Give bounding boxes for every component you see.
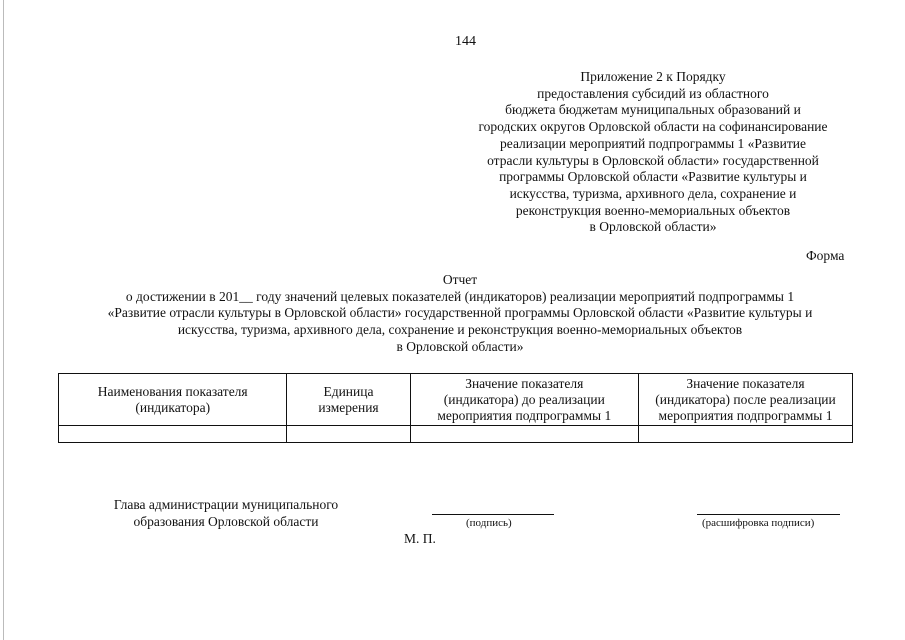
signature-decode-caption: (расшифровка подписи) xyxy=(702,517,815,529)
appendix-line: программы Орловской области «Развитие культуры и xyxy=(499,169,807,185)
header-line: Значение показателя xyxy=(686,375,805,391)
header-line: Наименования показателя xyxy=(97,383,248,399)
appendix-header xyxy=(458,69,848,236)
header-value-before xyxy=(410,374,638,426)
indicators-table xyxy=(58,373,853,443)
report-title-line: искусства, туризма, архивного дела, сохранение и реконструкция военно-мемориальных объектов xyxy=(177,322,743,338)
appendix-line: городских округов Орловской области на софинансирование xyxy=(478,119,828,135)
header-line: (индикатора) до реализации xyxy=(443,391,605,407)
signatory-line: Глава администрации муниципального xyxy=(113,497,339,512)
table-cell[interactable] xyxy=(639,426,853,443)
signature-line[interactable] xyxy=(432,514,554,515)
signatory-line: образования Орловской области xyxy=(133,514,319,529)
table-cell[interactable] xyxy=(410,426,638,443)
appendix-line: отрасли культуры в Орловской области» государственной xyxy=(487,152,819,168)
report-title-line: Отчет xyxy=(442,272,478,287)
table-row xyxy=(59,426,853,443)
header-line: (индикатора) xyxy=(135,399,211,415)
header-value-after xyxy=(639,374,853,426)
appendix-line: Приложение 2 к Порядку xyxy=(580,69,726,84)
appendix-line: реконструкция военно-мемориальных объектов xyxy=(515,202,791,218)
header-line: (индикатора) после реализации xyxy=(655,391,836,407)
report-title-line: в Орловской области» xyxy=(396,338,524,354)
header-line: мероприятия подпрограммы 1 xyxy=(658,407,833,423)
appendix-line: бюджета бюджетам муниципальных образований и xyxy=(505,102,801,118)
table-header-row xyxy=(59,374,853,426)
page-number: 144 xyxy=(455,34,476,49)
table-cell[interactable] xyxy=(287,426,410,443)
report-title-line: «Развитие отрасли культуры в Орловской области» государственной программы Орловской области «Развитие культуры и xyxy=(107,305,813,321)
form-label: Форма xyxy=(806,248,845,263)
signatory-position xyxy=(95,496,357,530)
report-title xyxy=(60,272,860,356)
header-line: Единица xyxy=(323,383,374,399)
page-edge-line xyxy=(3,0,4,640)
header-indicator-name xyxy=(59,374,287,426)
header-line: Значение показателя xyxy=(465,375,584,391)
header-line: мероприятия подпрограммы 1 xyxy=(437,407,612,423)
header-line: измерения xyxy=(318,399,379,415)
appendix-line: предоставления субсидий из областного xyxy=(537,85,769,101)
appendix-line: в Орловской области» xyxy=(589,219,717,235)
appendix-line: реализации мероприятий подпрограммы 1 «Развитие xyxy=(500,135,806,151)
stamp-place-label: М. П. xyxy=(404,531,436,546)
signature-caption: (подпись) xyxy=(466,517,512,529)
appendix-line: искусства, туризма, архивного дела, сохранение и xyxy=(509,185,797,201)
report-title-line: о достижении в 201__ году значений целевых показателей (индикаторов) реализации мероприятий подпрограммы 1 xyxy=(125,288,795,304)
header-unit xyxy=(287,374,410,426)
signature-decode-line[interactable] xyxy=(697,514,840,515)
table-cell[interactable] xyxy=(59,426,287,443)
